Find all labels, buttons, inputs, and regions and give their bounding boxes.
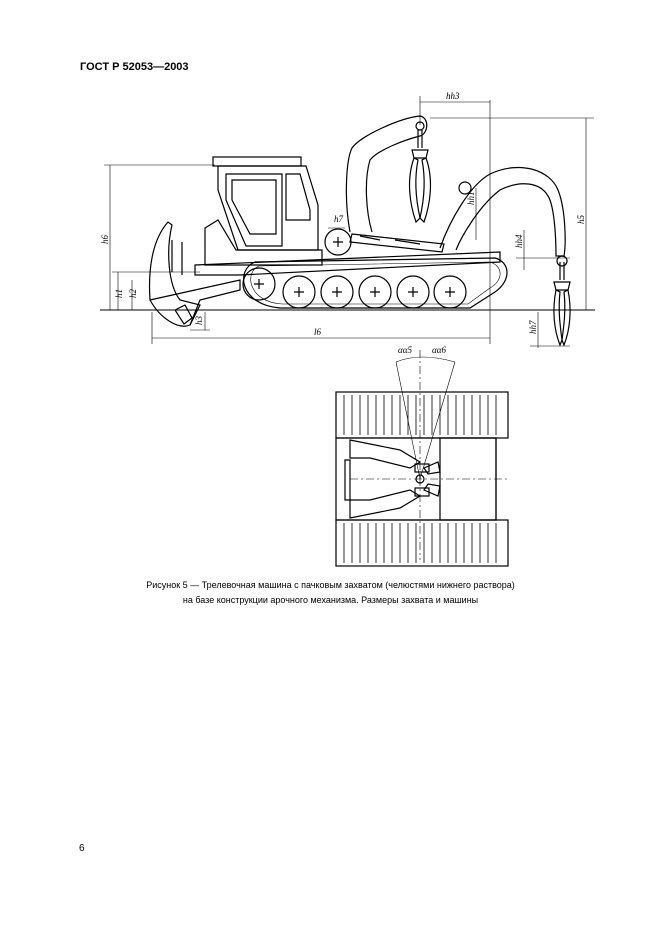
arch-extended [440, 167, 565, 256]
cab [213, 157, 318, 250]
label-h2: h2 [128, 289, 138, 298]
label-h3: h3 [194, 316, 204, 325]
label-h5: h5 [576, 215, 586, 224]
track-wheels [243, 122, 567, 308]
label-hh4: hh4 [514, 234, 524, 248]
engine-hood [205, 220, 322, 265]
top-view [336, 357, 508, 566]
label-hh7: hh7 [528, 320, 538, 334]
page-number: 6 [79, 843, 85, 854]
document-header: ГОСТ Р 52053—2003 [80, 61, 189, 73]
arch-raised [346, 116, 426, 232]
label-h1: h1 [114, 289, 124, 298]
grapple-lowered [554, 262, 570, 345]
figure-caption-line2: на базе конструкции арочного механизма. Размеры захвата и машины [182, 595, 479, 605]
body-platform [195, 252, 500, 275]
grapple-raised [410, 130, 431, 222]
label-h6: h6 [100, 235, 110, 244]
figure-caption-line1: Рисунок 5 — Трелевочная машина с пачковым захватом (челюстями нижнего раствора) [146, 580, 515, 590]
label-aa6: αα6 [432, 345, 446, 355]
label-hh3: hh3 [446, 91, 460, 101]
label-hh1: hh1 [466, 191, 476, 205]
label-h7: h7 [334, 214, 343, 224]
label-l6: l6 [314, 327, 322, 337]
label-aa5: αα5 [398, 345, 412, 355]
